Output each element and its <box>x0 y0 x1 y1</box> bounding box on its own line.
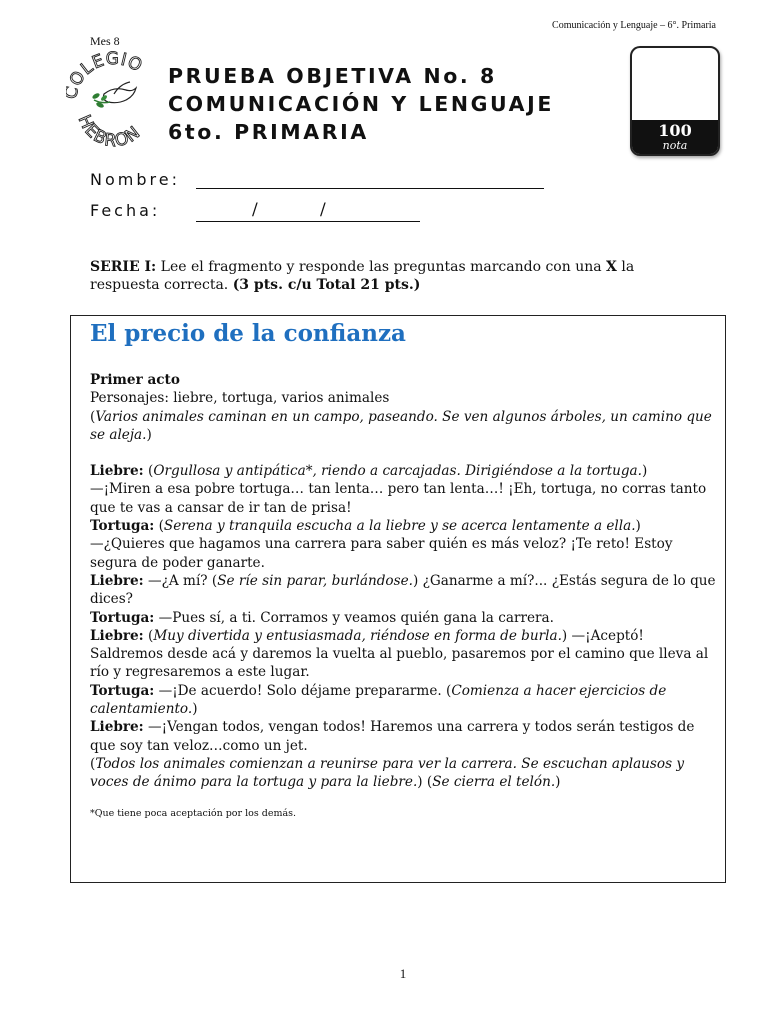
dialogue-line: Liebre: —¿A mí? (Se ríe sin parar, burlándose.) ¿Ganarme a mí?... ¿Estás segura de lo que dices? <box>90 572 716 608</box>
dialogue-line: Tortuga: —Pues sí, a ti. Corramos y veamos quién gana la carrera. <box>90 609 554 626</box>
dialogue-line: —¡Miren a esa pobre tortuga… tan lenta… pero tan lenta…! ¡Eh, tortuga, no corras tanto que te vas a cansar de ir tan de prisa! <box>90 481 707 516</box>
course-header: Comunicación y Lenguaje – 6°. Primaria <box>552 20 716 31</box>
month-label: Mes 8 <box>90 34 120 48</box>
date-separator-2: / <box>320 200 326 220</box>
serie-instructions <box>90 258 690 294</box>
footnote: *Que tiene poca aceptación por los demás. <box>90 808 297 819</box>
act-heading: Primer acto <box>90 372 180 388</box>
dialogue-line: Tortuga: —¡De acuerdo! Solo déjame prepararme. (Comienza a hacer ejercicios de calentamiento.) <box>90 682 667 718</box>
story-text <box>90 371 718 792</box>
grade-label: nota <box>662 139 688 152</box>
exam-title: PRUEBA OBJETIVA No. 8 <box>168 64 497 88</box>
name-label: Nombre: <box>90 170 180 189</box>
serie-text-1: Lee el fragmento y responde las preguntas marcando con una <box>156 259 607 275</box>
dialogue-line: Liebre: (Muy divertida y entusiasmada, riéndose en forma de burla.) —¡Aceptó! Saldremos desde acá y daremos la vuelta al pueblo, pasaremos por el camino que lleva al río y regresaremos a este lugar. <box>90 627 709 681</box>
grade-box-footer <box>632 120 718 154</box>
dialogue-line: —¿Quieres que hagamos una carrera para saber quién es más veloz? ¡Te reto! Estoy segura de poder ganarte. <box>90 536 673 571</box>
dialogue-line: Liebre: —¡Vengan todos, vengan todos! Haremos una carrera y todos serán testigos de que soy tan veloz…como un jet. <box>90 719 695 754</box>
stage-direction: (Todos los animales comienzan a reunirse para ver la carrera. Se escuchan aplausos y voces de ánimo para la tortuga y para la liebre.) (Se cierra el telón.) <box>90 755 685 791</box>
date-label: Fecha: <box>90 201 161 220</box>
serie-text-2: la respuesta correcta. <box>90 259 635 293</box>
serie-points: (3 pts. c/u Total 21 pts.) <box>232 277 421 293</box>
date-field[interactable] <box>196 221 420 222</box>
page-number: 1 <box>399 966 407 981</box>
exam-grade-level: 6to. PRIMARIA <box>168 120 369 144</box>
grade-total: 100 <box>658 121 692 140</box>
logo-top-text: OLEGIO <box>66 50 147 90</box>
dialogue-line: Liebre: (Orgullosa y antipática*, riendo a carcajadas. Dirigiéndose a la tortuga.) <box>90 463 648 480</box>
school-logo <box>66 50 162 150</box>
name-field[interactable] <box>196 188 544 189</box>
serie-label: SERIE I: <box>90 259 157 275</box>
story-title: El precio de la confianza <box>90 320 406 347</box>
stage-direction: (Varios animales caminan en un campo, paseando. Se ven algunos árboles, un camino que se aleja.) <box>90 408 712 443</box>
exam-title-block <box>168 62 554 146</box>
svg-text:HEBRON <box>74 112 145 150</box>
characters-line: Personajes: liebre, tortuga, varios animales <box>90 390 390 407</box>
dove-olive-branch-icon <box>66 50 162 150</box>
grade-box[interactable] <box>630 46 720 156</box>
serie-mark: X <box>606 259 617 275</box>
exam-subject: COMUNICACIÓN Y LENGUAJE <box>168 92 554 116</box>
dialogue-line: Tortuga: (Serena y tranquila escucha a la liebre y se acerca lentamente a ella.) <box>90 518 641 535</box>
date-separator-1: / <box>252 200 258 220</box>
logo-bottom-text: HEBRON <box>73 112 145 150</box>
